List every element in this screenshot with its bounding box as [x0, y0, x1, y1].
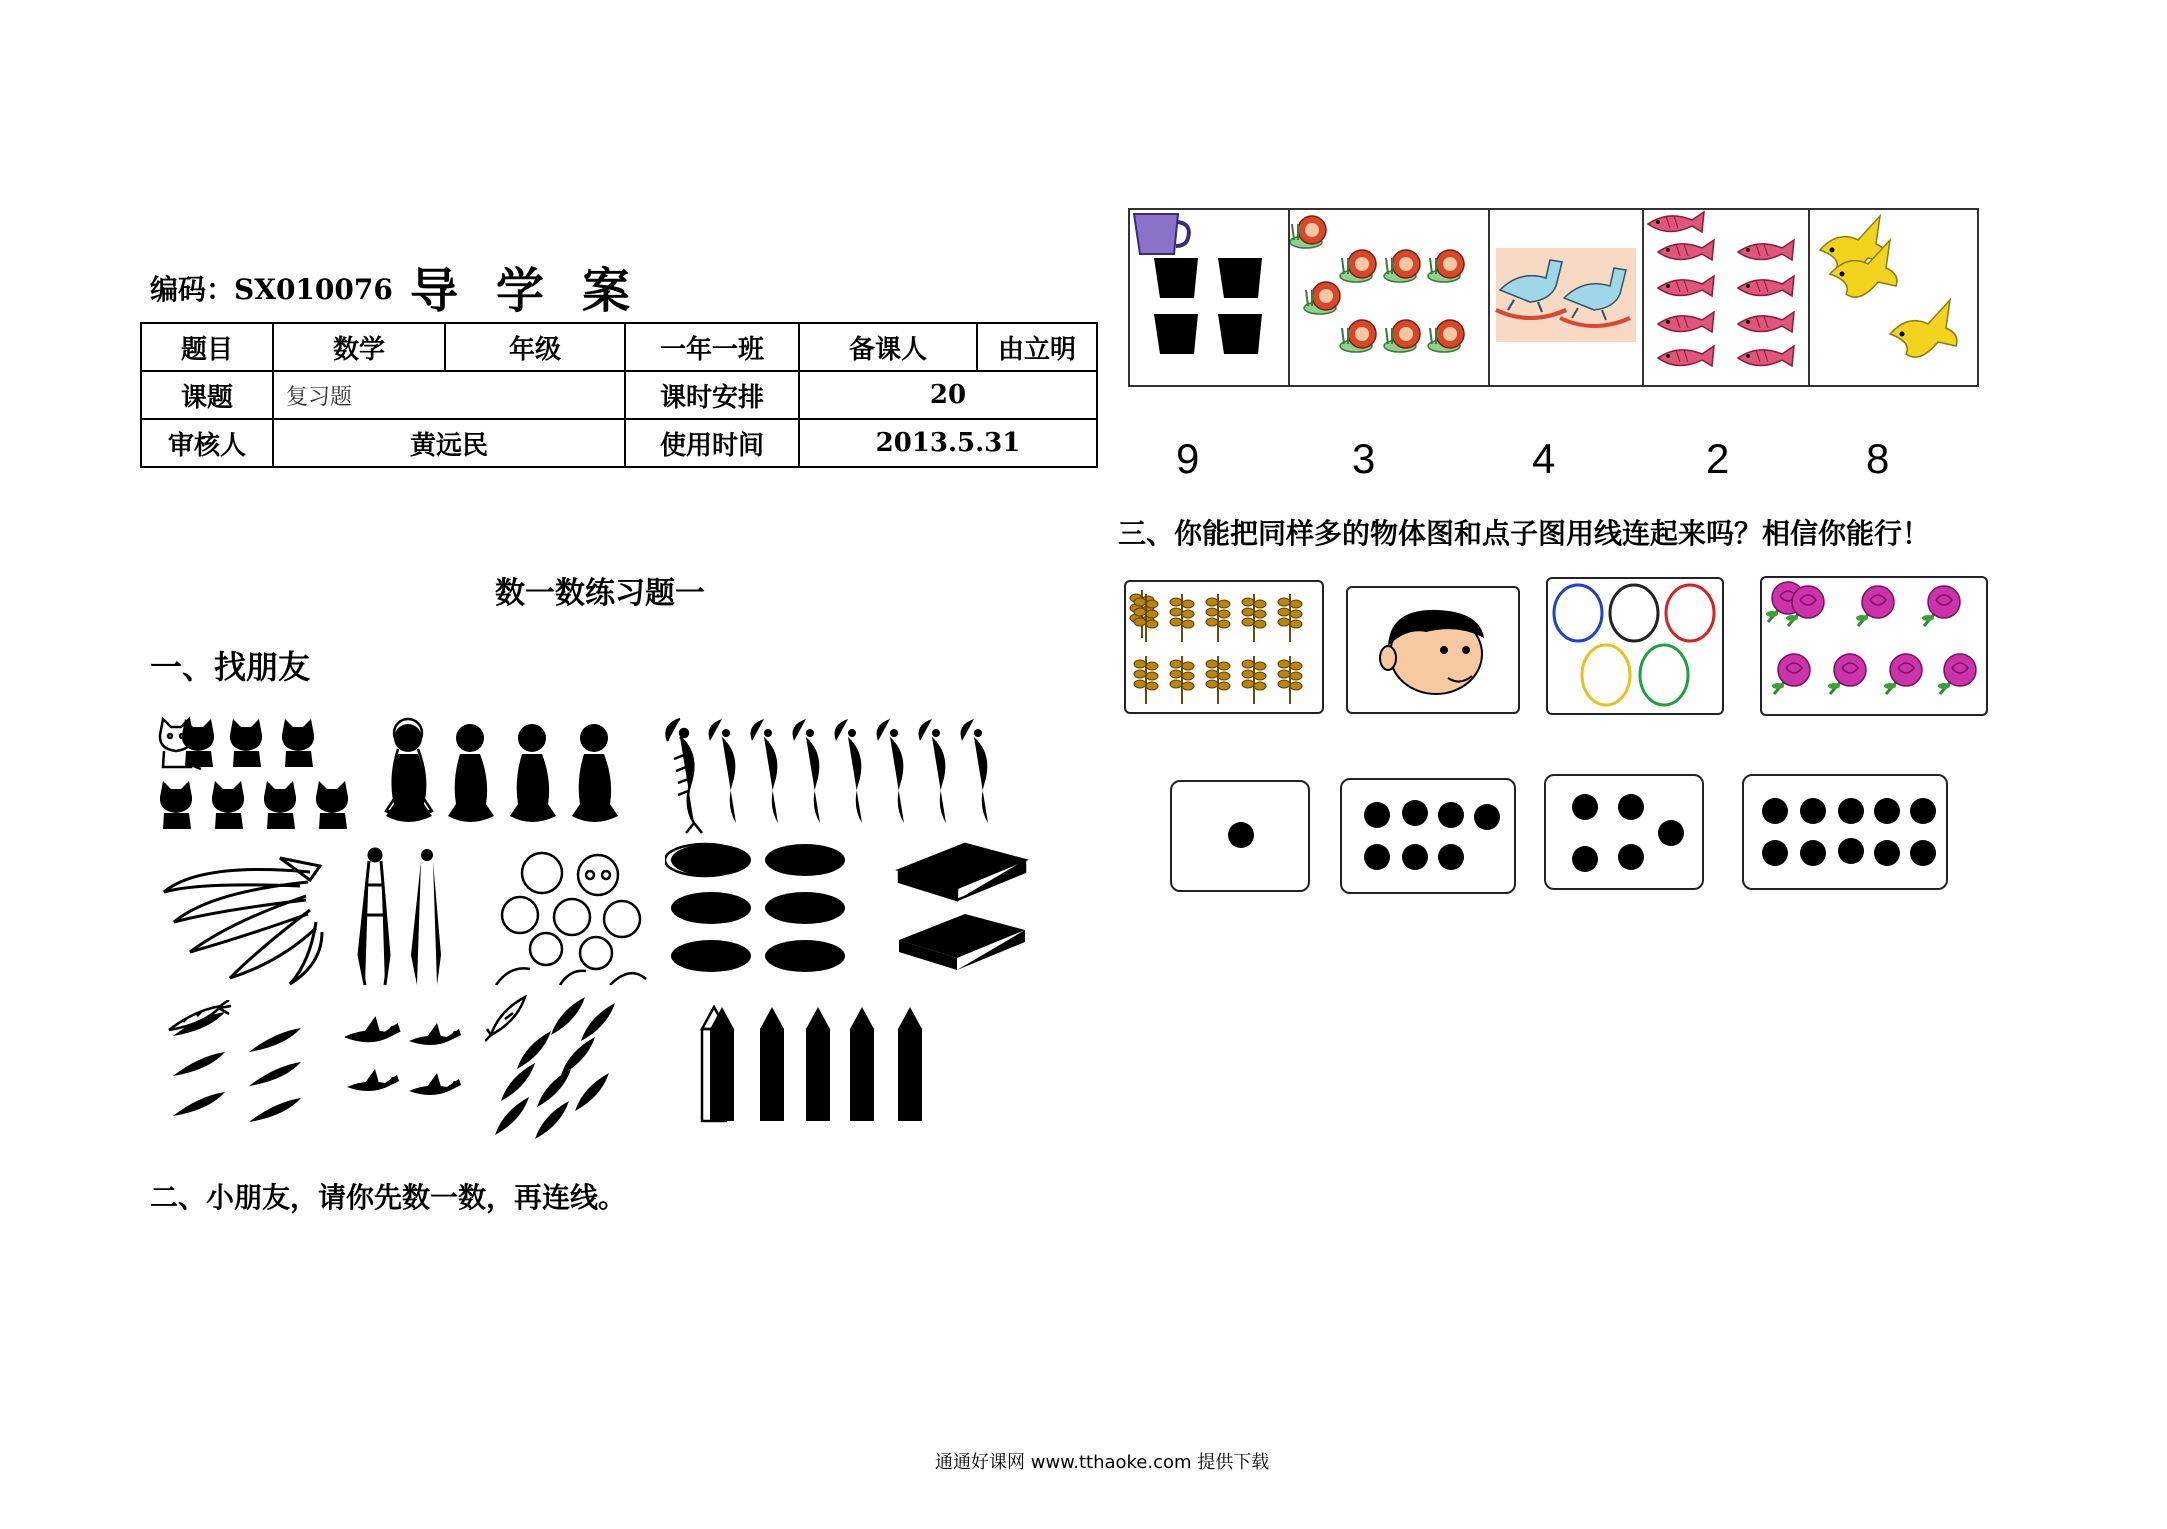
- number-1: 9: [1176, 435, 1200, 482]
- dot: [1474, 804, 1500, 830]
- shrimps-illustration: [660, 715, 1020, 840]
- dot: [1364, 802, 1390, 828]
- section2-title: 二、小朋友，请你先数一数，再连线。: [150, 1181, 627, 1214]
- dot: [1402, 844, 1428, 870]
- dot: [1658, 820, 1684, 846]
- section3-title: 三、你能把同样多的物体图和点子图用线连起来吗？相信你能行！: [1118, 517, 1931, 550]
- dot: [1402, 800, 1428, 826]
- dot-box-10: [1742, 774, 1948, 890]
- subject-value: 数学: [273, 323, 445, 371]
- cups-illustration: [1130, 210, 1288, 385]
- dot: [1762, 798, 1788, 824]
- reviewer-label: 审核人: [141, 419, 273, 467]
- boy-face-illustration: [1348, 588, 1518, 712]
- hours-label: 课时安排: [625, 371, 799, 419]
- info-table: [140, 322, 1098, 468]
- document-code: 编码：SX010076: [150, 273, 393, 306]
- grade-label: 年级: [445, 323, 625, 371]
- counting-picture-strip: [1128, 208, 1979, 387]
- date-value: 2013.5.31: [799, 419, 1097, 467]
- dot: [1228, 822, 1254, 848]
- worksheet-title: 数一数练习题一: [495, 576, 705, 611]
- number-4: 2: [1706, 435, 1730, 482]
- boy-face-box: [1346, 586, 1520, 714]
- hours-value: 20: [799, 371, 1097, 419]
- date-label: 使用时间: [625, 419, 799, 467]
- compasses-illustration: [355, 845, 455, 990]
- subject-label: 题目: [141, 323, 273, 371]
- birds-color-cell: [1810, 210, 1980, 385]
- footer-text: 通通好课网 www.tthaoke.com 提供下载: [935, 1452, 1270, 1473]
- rocking-horses-illustration: [1490, 210, 1642, 385]
- dot-box-6: [1340, 778, 1516, 894]
- bananas-illustration: [160, 852, 325, 987]
- dot: [1800, 798, 1826, 824]
- fishes-color-cell: [1644, 210, 1810, 385]
- snails-cell: [1290, 210, 1490, 385]
- number-3: 4: [1532, 435, 1556, 482]
- dot: [1572, 794, 1598, 820]
- topic-value: 复习题: [273, 371, 625, 419]
- rings-box: [1546, 577, 1724, 715]
- wheat-illustration: [1126, 582, 1322, 712]
- books-illustration: [895, 840, 1030, 980]
- dot: [1800, 840, 1826, 866]
- dot: [1572, 846, 1598, 872]
- carrots-illustration: [165, 1000, 325, 1135]
- dot-box-1: [1170, 780, 1310, 892]
- birds-illustration: [345, 1015, 465, 1115]
- dot: [1438, 844, 1464, 870]
- pencils-illustration: [700, 1005, 930, 1125]
- roses-illustration: [1762, 578, 1986, 714]
- plates-illustration: [665, 840, 865, 980]
- dot: [1618, 844, 1644, 870]
- dot: [1364, 844, 1390, 870]
- dot-box-5: [1544, 774, 1704, 890]
- cats-illustration: [155, 715, 365, 840]
- topic-label: 课题: [141, 371, 273, 419]
- snails-illustration: [1290, 210, 1488, 385]
- dot: [1438, 802, 1464, 828]
- cups-cell: [1130, 210, 1290, 385]
- dot: [1910, 840, 1936, 866]
- dot: [1838, 838, 1864, 864]
- grade-value: 一年一班: [625, 323, 799, 371]
- number-5: 8: [1866, 435, 1890, 482]
- dot: [1838, 798, 1864, 824]
- yellow-birds-illustration: [1810, 210, 1980, 385]
- document-title: 导学案: [410, 263, 669, 319]
- roses-box: [1760, 576, 1988, 716]
- dot: [1618, 794, 1644, 820]
- people-illustration: [490, 845, 650, 985]
- reviewer-value: 黄远民: [273, 419, 625, 467]
- dot: [1874, 840, 1900, 866]
- fishes-illustration: [485, 995, 620, 1140]
- rocking-horse-cell: [1490, 210, 1644, 385]
- wheat-box: [1124, 580, 1324, 714]
- pink-fishes-illustration: [1644, 210, 1808, 385]
- monks-illustration: [380, 715, 645, 840]
- dot: [1762, 840, 1788, 866]
- preparer-label: 备课人: [799, 323, 977, 371]
- rings-illustration: [1548, 579, 1722, 713]
- section1-title: 一、找朋友: [150, 648, 311, 686]
- number-2: 3: [1352, 435, 1376, 482]
- dot: [1910, 798, 1936, 824]
- dot: [1874, 798, 1900, 824]
- preparer-value: 由立明: [977, 323, 1097, 371]
